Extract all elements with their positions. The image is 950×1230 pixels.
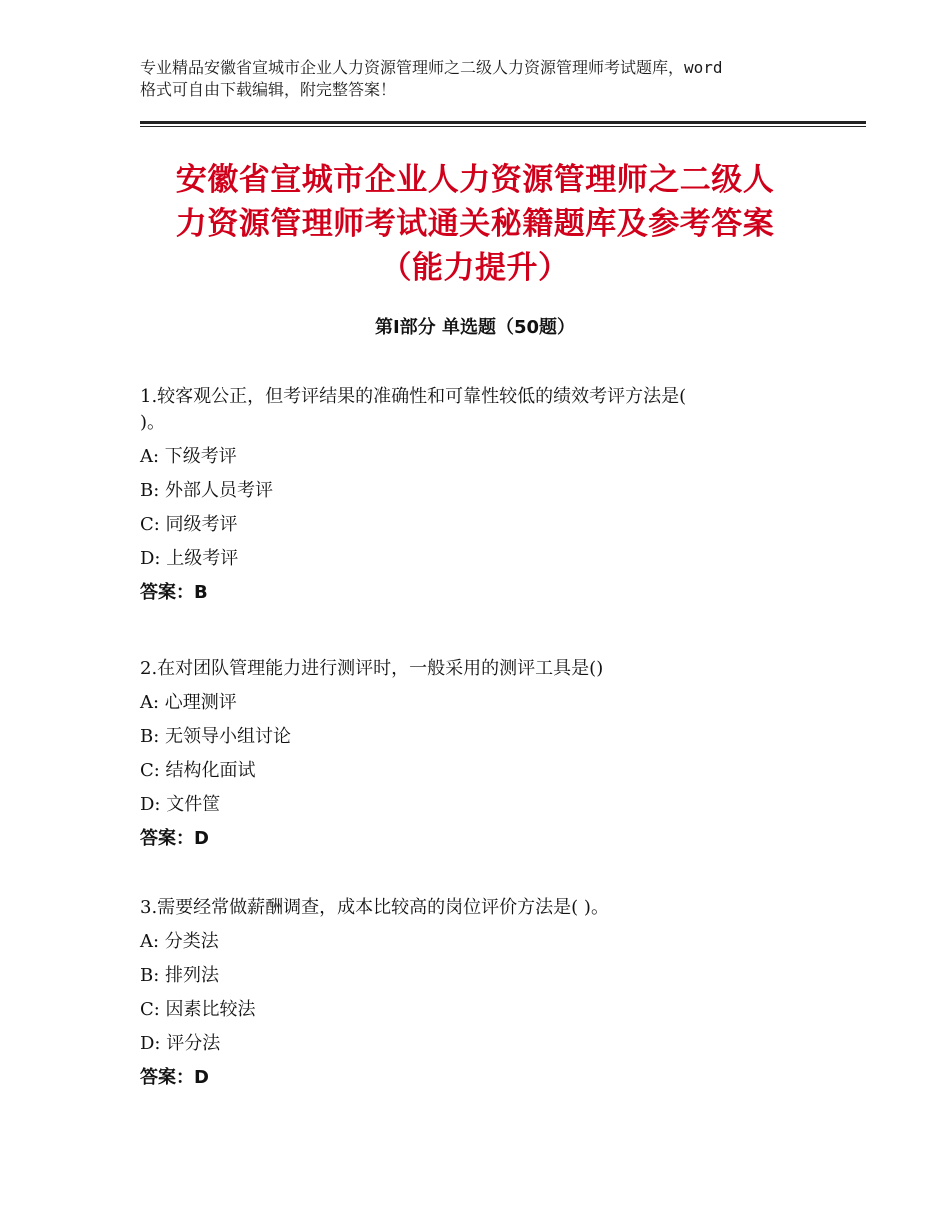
option-a: A: 分类法 (140, 931, 219, 952)
header-note-line-1: 专业精品安徽省宣城市企业人力资源管理师之二级人力资源管理师考试题库，word (140, 58, 723, 77)
header-divider-thick (140, 121, 866, 124)
header-note-line-2: 格式可自由下载编辑，附完整答案！ (140, 80, 397, 99)
question-stem (140, 895, 820, 921)
option-a: A: 下级考评 (140, 446, 237, 467)
document-title-line-3: （能力提升） (380, 250, 570, 286)
question-stem-line: 2.在对团队管理能力进行测评时，一般采用的测评工具是() (140, 658, 604, 679)
header-divider-thin (140, 126, 866, 127)
section-heading: 第Ⅰ部分 单选题（50题） (374, 317, 575, 338)
answer-label: 答案：B (140, 582, 208, 603)
option-d: D: 上级考评 (140, 548, 239, 569)
option-c: C: 因素比较法 (140, 999, 256, 1020)
document-title (140, 158, 810, 290)
document-title-line-2: 力资源管理师考试通关秘籍题库及参考答案 (175, 206, 775, 242)
option-b: B: 外部人员考评 (140, 480, 274, 501)
question-stem-line: )。 (140, 412, 166, 433)
question-stem (140, 656, 820, 682)
document-title-line-1: 安徽省宣城市企业人力资源管理师之二级人 (175, 162, 775, 198)
question-2 (140, 656, 820, 852)
question-stem (140, 384, 820, 436)
answer-label: 答案：D (140, 828, 209, 849)
question-stem-line: 1.较客观公正，但考评结果的准确性和可靠性较低的绩效考评方法是( (140, 386, 687, 407)
option-b: B: 排列法 (140, 965, 220, 986)
question-3 (140, 895, 820, 1091)
option-c: C: 同级考评 (140, 514, 238, 535)
option-d: D: 文件筐 (140, 794, 221, 815)
option-c: C: 结构化面试 (140, 760, 256, 781)
answer-label: 答案：D (140, 1067, 209, 1088)
option-d: D: 评分法 (140, 1033, 221, 1054)
question-1 (140, 384, 820, 606)
option-b: B: 无领导小组讨论 (140, 726, 292, 747)
header-note (140, 57, 840, 101)
option-a: A: 心理测评 (140, 692, 237, 713)
question-stem-line: 3.需要经常做薪酬调查，成本比较高的岗位评价方法是( )。 (140, 897, 609, 918)
